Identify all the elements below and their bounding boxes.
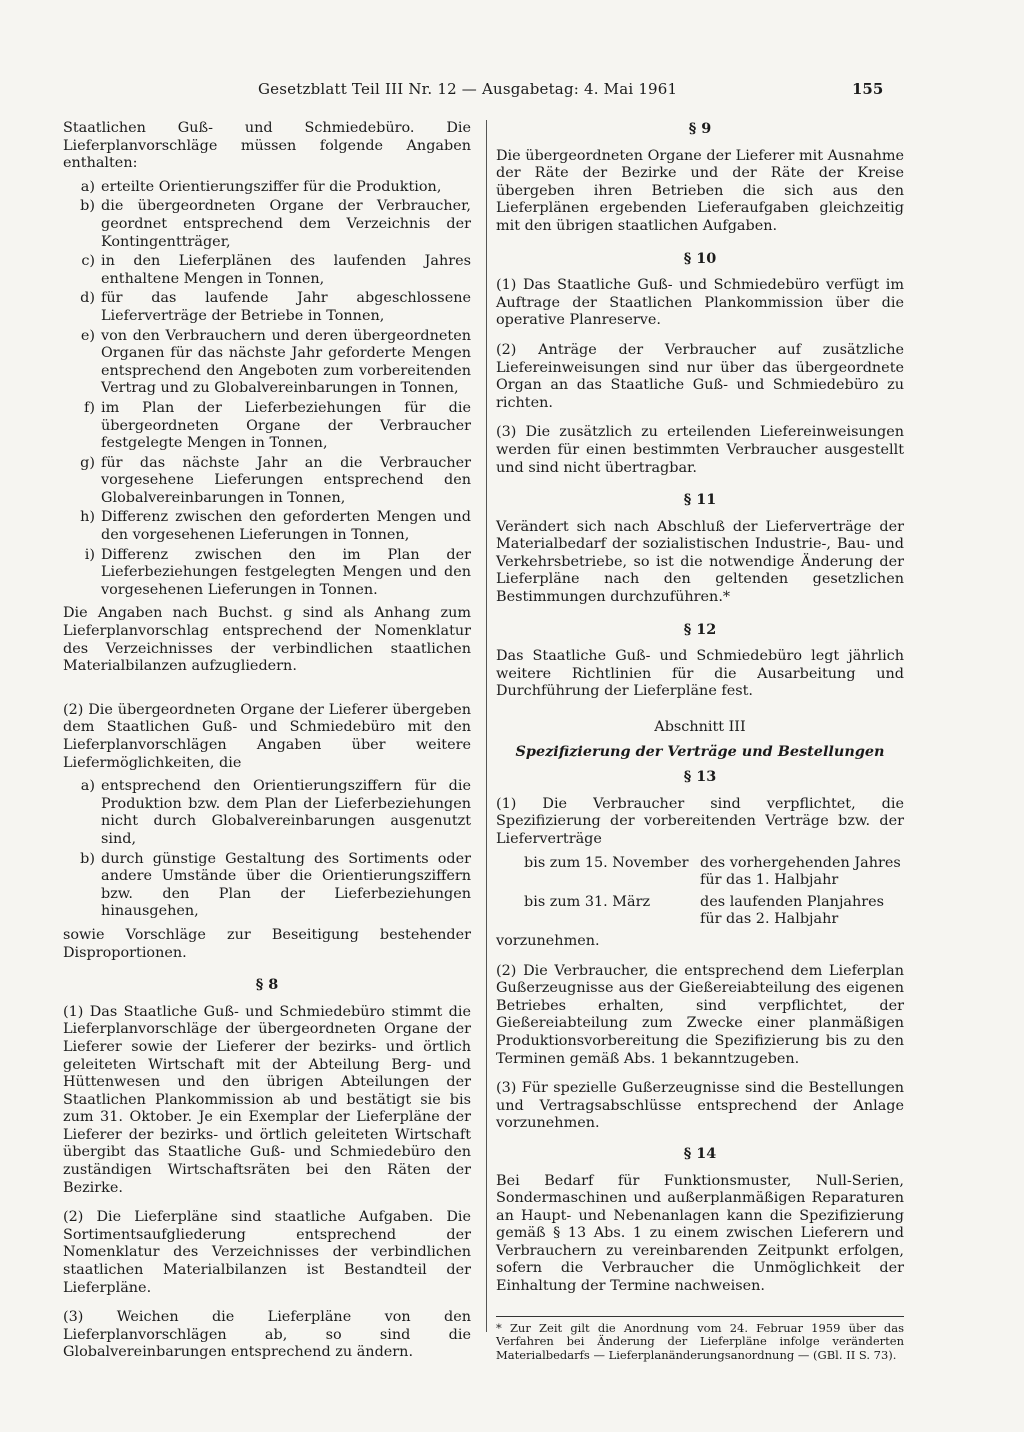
list-item	[63, 778, 471, 848]
deadline-scope: des vorhergehenden Jahres für das 1. Halbjahr	[700, 854, 901, 889]
paragraph: (2) Die Lieferpläne sind staatliche Aufgaben. Die Sortimentsaufgliederung entsprechend der Nomenklatur des Verzeichnisses der verbindlichen staatlichen Materialbilanzen ist Bestandteil der Lieferpläne.	[63, 1209, 471, 1296]
section-heading: § 8	[255, 976, 279, 994]
column-divider	[486, 120, 487, 1332]
deadline-date: bis zum 31. März	[524, 893, 651, 910]
list-marker: h)	[80, 509, 95, 526]
list-marker: e)	[80, 327, 95, 344]
chapter-title: Spezifizierung der Verträge und Bestellungen	[515, 742, 885, 760]
paragraph: Bei Bedarf für Funktionsmuster, Null-Serien, Sondermaschinen und außerplanmäßigen Reparaturen an Haupt- und Nebenanlagen kann die Spezifizierung gemäß § 13 Abs. 1 zu einem zwischen Lieferern und Verbrauchern zu vereinbarenden Zeitpunkt erfolgen, sofern die Verbraucher die Unmöglichkeit der Einhaltung der Termine nachweisen.	[496, 1172, 904, 1295]
header-title: Gesetzblatt Teil III Nr. 12 — Ausgabetag: 4. Mai 1961	[258, 80, 678, 98]
section-heading: § 12	[683, 620, 717, 638]
chapter-label: Abschnitt III	[654, 719, 746, 736]
paragraph: Die Angaben nach Buchst. g sind als Anhang zum Lieferplanvorschlag entsprechend der Nomenklatur des Verzeichnisses der verbindlichen staatlichen Materialbilanzen aufzugliedern.	[63, 605, 471, 675]
list-marker: f)	[84, 399, 95, 416]
paragraph: (1) Das Staatliche Guß- und Schmiedebüro stimmt die Lieferplanvorschläge der übergeordneten Organe der Lieferer sowie der Lieferer der bezirks- und örtlich geleiteten Wirtschaft mit der Abteilung Berg- und Hüttenwesen und den übrigen Abteilungen der Staatlichen Plankommission ab und bestätigt sie bis zum 31. Oktober. Je ein Exemplar der Lieferpläne der Lieferer der bezirks- und örtlich geleiteten Wirtschaft übergibt das Staatliche Guß- und Schmiedebüro den zuständigen Wirtschaftsräten bei den Räten der Bezirke.	[63, 1003, 471, 1196]
list-item	[63, 198, 471, 251]
list-item	[63, 547, 471, 600]
paragraph: (2) Die Verbraucher, die entsprechend dem Lieferplan Gußerzeugnisse aus der Gießereiabteilung des eigenen Betriebes erhalten, sind verpflichtet, der Gießereiabteilung zum Zwecke einer planmäßigen Produktionsvorbereitung die Spezifizierung bis zu den Terminen gemäß Abs. 1 bekanntzugeben.	[496, 962, 904, 1067]
list-text: Differenz zwischen den im Plan der Lieferbeziehungen festgelegten Mengen und den vorgesehenen Lieferungen in Tonnen.	[101, 546, 471, 598]
section-heading: § 11	[683, 491, 717, 509]
list-item	[63, 179, 471, 197]
list-marker: g)	[80, 454, 95, 471]
list-item	[63, 253, 471, 288]
list-marker: d)	[80, 290, 95, 307]
list-marker: c)	[81, 253, 95, 270]
page-header	[0, 80, 1024, 106]
section-heading: § 13	[683, 768, 717, 786]
list-item	[63, 400, 471, 453]
section-heading: § 10	[683, 249, 717, 267]
deadline-row	[524, 894, 904, 929]
list-marker: b)	[80, 198, 95, 215]
list-item	[63, 455, 471, 508]
list-text: für das nächste Jahr an die Verbraucher vorgesehene Lieferungen entsprechend den Globalvereinbarungen in Tonnen,	[101, 454, 471, 506]
deadline-scope: des laufenden Planjahres für das 2. Halbjahr	[700, 893, 885, 928]
list-item	[63, 290, 471, 325]
item-list-b	[63, 778, 471, 921]
list-text: entsprechend den Orientierungsziffern für die Produktion bzw. dem Plan der Lieferbeziehungen nicht durch Globalvereinbarungen ausgenutzt sind,	[101, 778, 471, 847]
list-marker: b)	[80, 850, 95, 867]
paragraph: Das Staatliche Guß- und Schmiedebüro legt jährlich weitere Richtlinien für die Ausarbeitung und Durchführung der Lieferpläne fest.	[496, 648, 904, 700]
left-column	[63, 120, 471, 1374]
paragraph: vorzunehmen.	[496, 932, 600, 949]
list-text: Differenz zwischen den geforderten Mengen und den vorgesehenen Lieferungen in Tonnen,	[101, 509, 471, 544]
list-text: die übergeordneten Organe der Verbraucher, geordnet entsprechend dem Verzeichnis der Kontingentträger,	[101, 198, 471, 250]
paragraph: (2) Die übergeordneten Organe der Lieferer übergeben dem Staatlichen Guß- und Schmiedebüro mit den Lieferplanvorschlägen Angaben über weitere Liefermöglichkeiten, die	[63, 701, 471, 771]
deadline-date: bis zum 15. November	[524, 854, 689, 871]
paragraph: (3) Für spezielle Gußerzeugnisse sind die Bestellungen und Vertragsabschlüsse entsprechend der Anlage vorzunehmen.	[496, 1080, 904, 1132]
page-number: 155	[852, 80, 884, 98]
section-heading: § 9	[688, 120, 712, 137]
right-column	[496, 120, 904, 1362]
footnote: * Zur Zeit gilt die Anordnung vom 24. Februar 1959 über das Verfahren bei Änderung der Lieferpläne infolge veränderten Materialbedarfs — Lieferplanänderungsanordnung — (GBl. II S. 73).	[496, 1316, 904, 1363]
section-heading: § 14	[683, 1144, 717, 1162]
paragraph: (1) Die Verbraucher sind verpflichtet, die Spezifizierung der vorbereitenden Verträge bzw. der Lieferverträge	[496, 795, 904, 847]
paragraph: sowie Vorschläge zur Beseitigung bestehender Disproportionen.	[63, 926, 471, 961]
paragraph: Staatlichen Guß- und Schmiedebüro. Die Lieferplanvorschläge müssen folgende Angaben enthalten:	[63, 120, 471, 172]
list-text: durch günstige Gestaltung des Sortiments oder andere Umstände über die Orientierungsziffern bzw. den Plan der Lieferbeziehungen hinausgehen,	[101, 850, 471, 920]
list-item	[63, 328, 471, 398]
paragraph: Die übergeordneten Organe der Lieferer mit Ausnahme der Räte der Bezirke und der Räte der Kreise übergeben ihren Betrieben die sich aus den Lieferplänen ergebenden Lieferaufgaben gleichzeitig mit den übrigen staatlichen Aufgaben.	[496, 147, 904, 234]
paragraph: (1) Das Staatliche Guß- und Schmiedebüro verfügt im Auftrage der Staatlichen Plankommission über die operative Planreserve.	[496, 277, 904, 329]
deadline-row	[524, 855, 904, 890]
paragraph: Verändert sich nach Abschluß der Lieferverträge der Materialbedarf der sozialistischen Industrie-, Bau- und Verkehrsbetriebe, so ist die notwendige Änderung der Lieferpläne nach den geltenden gesetzlichen Bestimmungen durchzuführen.*	[496, 518, 904, 606]
list-marker: a)	[80, 178, 95, 195]
list-text: in den Lieferplänen des laufenden Jahres enthaltene Mengen in Tonnen,	[101, 253, 471, 287]
list-marker: a)	[80, 778, 95, 795]
list-text: für das laufende Jahr abgeschlossene Lieferverträge der Betriebe in Tonnen,	[101, 290, 471, 324]
paragraph: (2) Anträge der Verbraucher auf zusätzliche Liefereinweisungen sind nur über das übergeordnete Organ an das Staatliche Guß- und Schmiedebüro zu richten.	[496, 341, 904, 411]
list-marker: i)	[84, 546, 95, 563]
paragraph: (3) Weichen die Lieferpläne von den Lieferplanvorschlägen ab, so sind die Globalvereinbarungen entsprechend zu ändern.	[63, 1309, 471, 1361]
list-item	[63, 851, 471, 921]
list-text: von den Verbrauchern und deren übergeordneten Organen für das nächste Jahr geforderte Mengen entsprechend den Angeboten zum vorbereitenden Vertrag und zu Globalvereinbarungen in Tonnen,	[101, 327, 471, 397]
list-item	[63, 509, 471, 544]
item-list-a	[63, 179, 471, 600]
list-text: erteilte Orientierungsziffer für die Produktion,	[101, 178, 442, 195]
list-text: im Plan der Lieferbeziehungen für die übergeordneten Organe der Verbraucher festgelegte Mengen in Tonnen,	[101, 399, 471, 452]
paragraph: (3) Die zusätzlich zu erteilenden Liefereinweisungen werden für einen bestimmten Verbraucher ausgestellt und sind nicht übertragbar.	[496, 424, 904, 476]
